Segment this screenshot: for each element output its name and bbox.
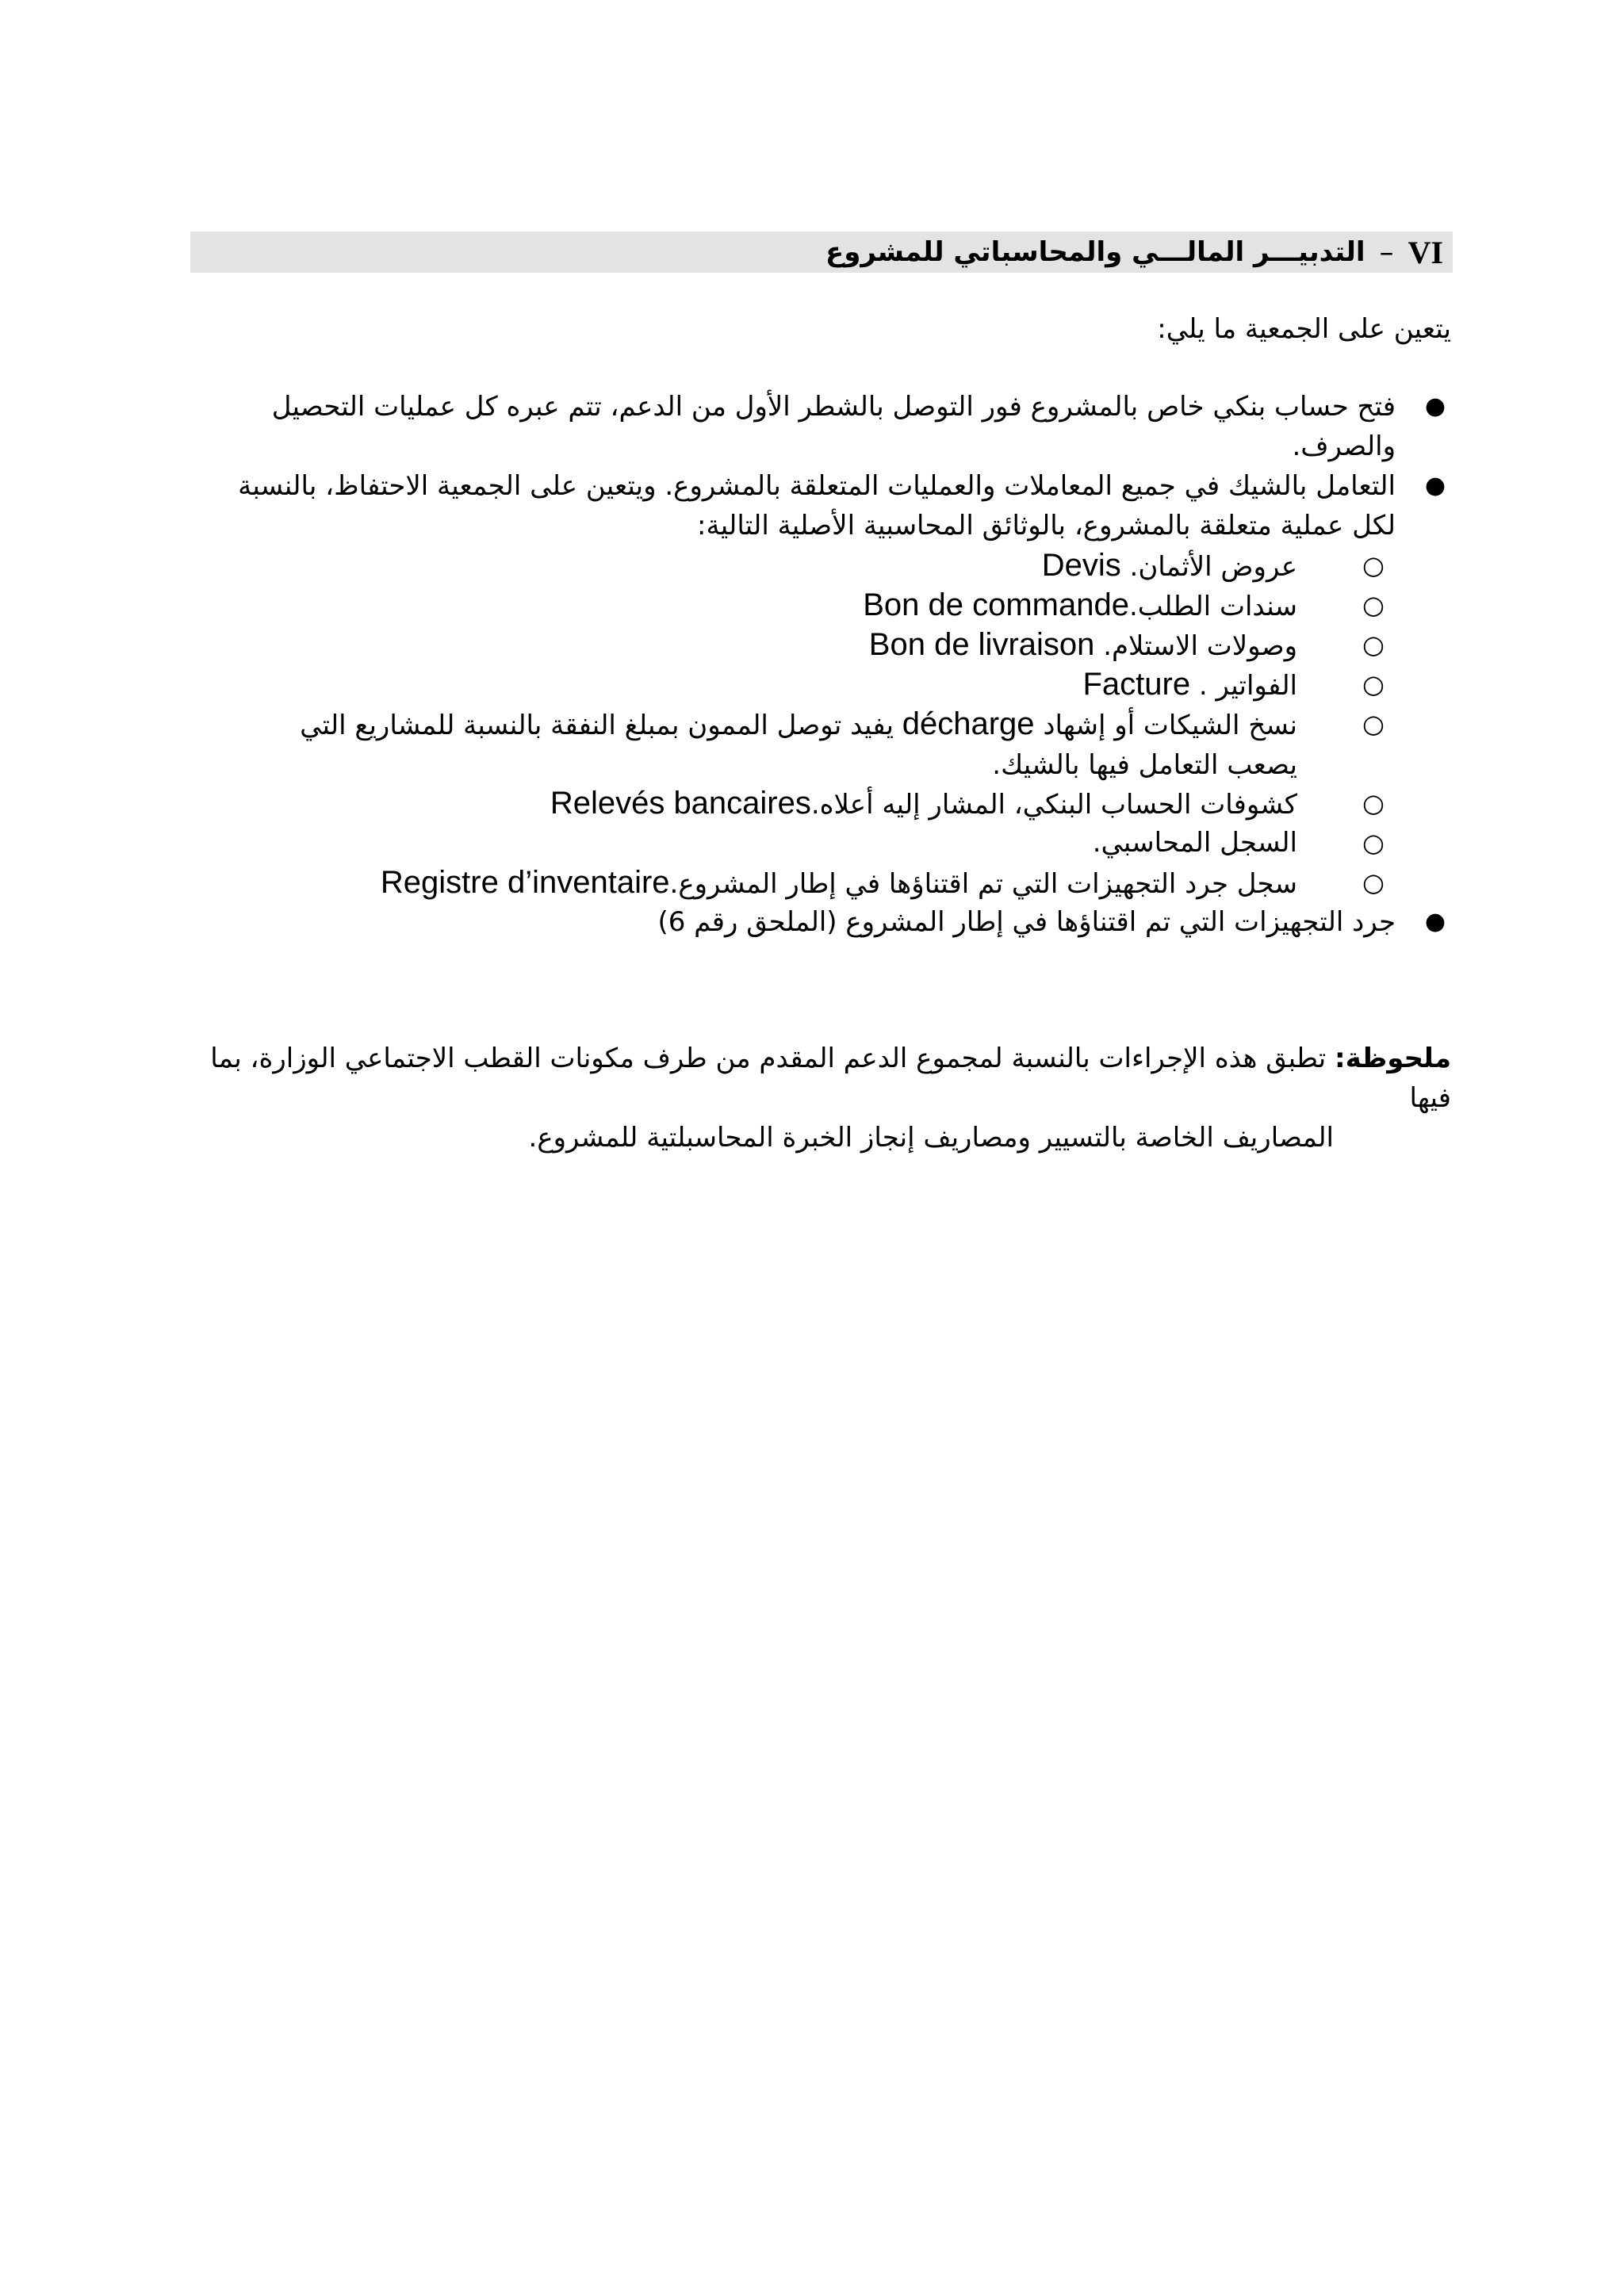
bullet-2-line-1: التعامل بالشيك في جميع المعاملات والعمليات المتعلقة بالمشروع. ويتعين على الجمعية الاحتفاظ، بالنسبة: [238, 470, 1396, 502]
sublist-item: ○ عروض الأثمان. Devis: [182, 545, 1396, 585]
requirements-list: [182, 387, 1451, 942]
bullet-icon: ●: [1424, 908, 1446, 936]
bullet-icon: ●: [1424, 472, 1446, 499]
bullet-3-line-1: جرد التجهيزات التي تم اقتناؤها في إطار المشروع (الملحق رقم 6): [657, 906, 1396, 938]
sublist-item: ○ السجل المحاسبي.: [182, 823, 1396, 863]
note-line-2: المصاريف الخاصة بالتسيير ومصاريف إنجاز الخبرة المحاسبلتية للمشروع.: [528, 1122, 1334, 1154]
sublist-item: ○ سندات الطلب.Bon de commande: [182, 585, 1396, 625]
section-dash: –: [1379, 235, 1394, 269]
sublist-item: ○ نسخ الشيكات أو إشهاد décharge يفيد توصل الممون بمبلغ النفقة بالنسبة للمشاريع التي يصعب التعامل فيها بالشيك.: [182, 704, 1396, 783]
circle-bullet-icon: ○: [1362, 550, 1385, 580]
circle-bullet-icon: ○: [1362, 867, 1385, 897]
circle-bullet-icon: ○: [1362, 828, 1385, 858]
section-number: VI: [1408, 234, 1443, 270]
sublist-item: ○ سجل جرد التجهيزات التي تم اقتناؤها في إطار المشروع.Registre d’inventaire: [182, 863, 1396, 902]
section-title: التدبيـــر المالـــي والمحاسباتي للمشروع: [825, 236, 1365, 268]
bullet-1-line-2: والصرف.: [1292, 430, 1396, 462]
list-item: [182, 387, 1451, 466]
bullet-1-line-1: فتح حساب بنكي خاص بالمشروع فور التوصل بالشطر الأول من الدعم، تتم عبره كل عمليات التحصيل: [271, 391, 1396, 423]
bullet-2-line-2: لكل عملية متعلقة بالمشروع، بالوثائق المحاسبية الأصلية التالية:: [697, 510, 1396, 541]
bullet-icon: ●: [1424, 392, 1446, 420]
note-label: ملحوظة:: [1335, 1043, 1451, 1074]
note-paragraph: [182, 1039, 1451, 1158]
section-header: [190, 232, 1453, 273]
sublist-item: ○ كشوفات الحساب البنكي، المشار إليه أعلاه.Relevés bancaires: [182, 783, 1396, 823]
intro-text: يتعين على الجمعية ما يلي:: [1157, 313, 1451, 345]
circle-bullet-icon: ○: [1362, 590, 1385, 620]
sublist-item: ○ وصولات الاستلام. Bon de livraison: [182, 625, 1396, 664]
circle-bullet-icon: ○: [1362, 629, 1385, 660]
circle-bullet-icon: ○: [1362, 669, 1385, 699]
sublist-item: ○ الفواتير . Facture: [182, 664, 1396, 704]
list-item: [182, 466, 1451, 902]
documents-sublist: [182, 545, 1396, 902]
list-item: [182, 902, 1451, 942]
circle-bullet-icon: ○: [1362, 788, 1385, 818]
note-line-1: تطبق هذه الإجراءات بالنسبة لمجموع الدعم المقدم من طرف مكونات القطب الاجتماعي الوزارة، بما فيها: [210, 1043, 1451, 1114]
circle-bullet-icon: ○: [1362, 709, 1385, 739]
